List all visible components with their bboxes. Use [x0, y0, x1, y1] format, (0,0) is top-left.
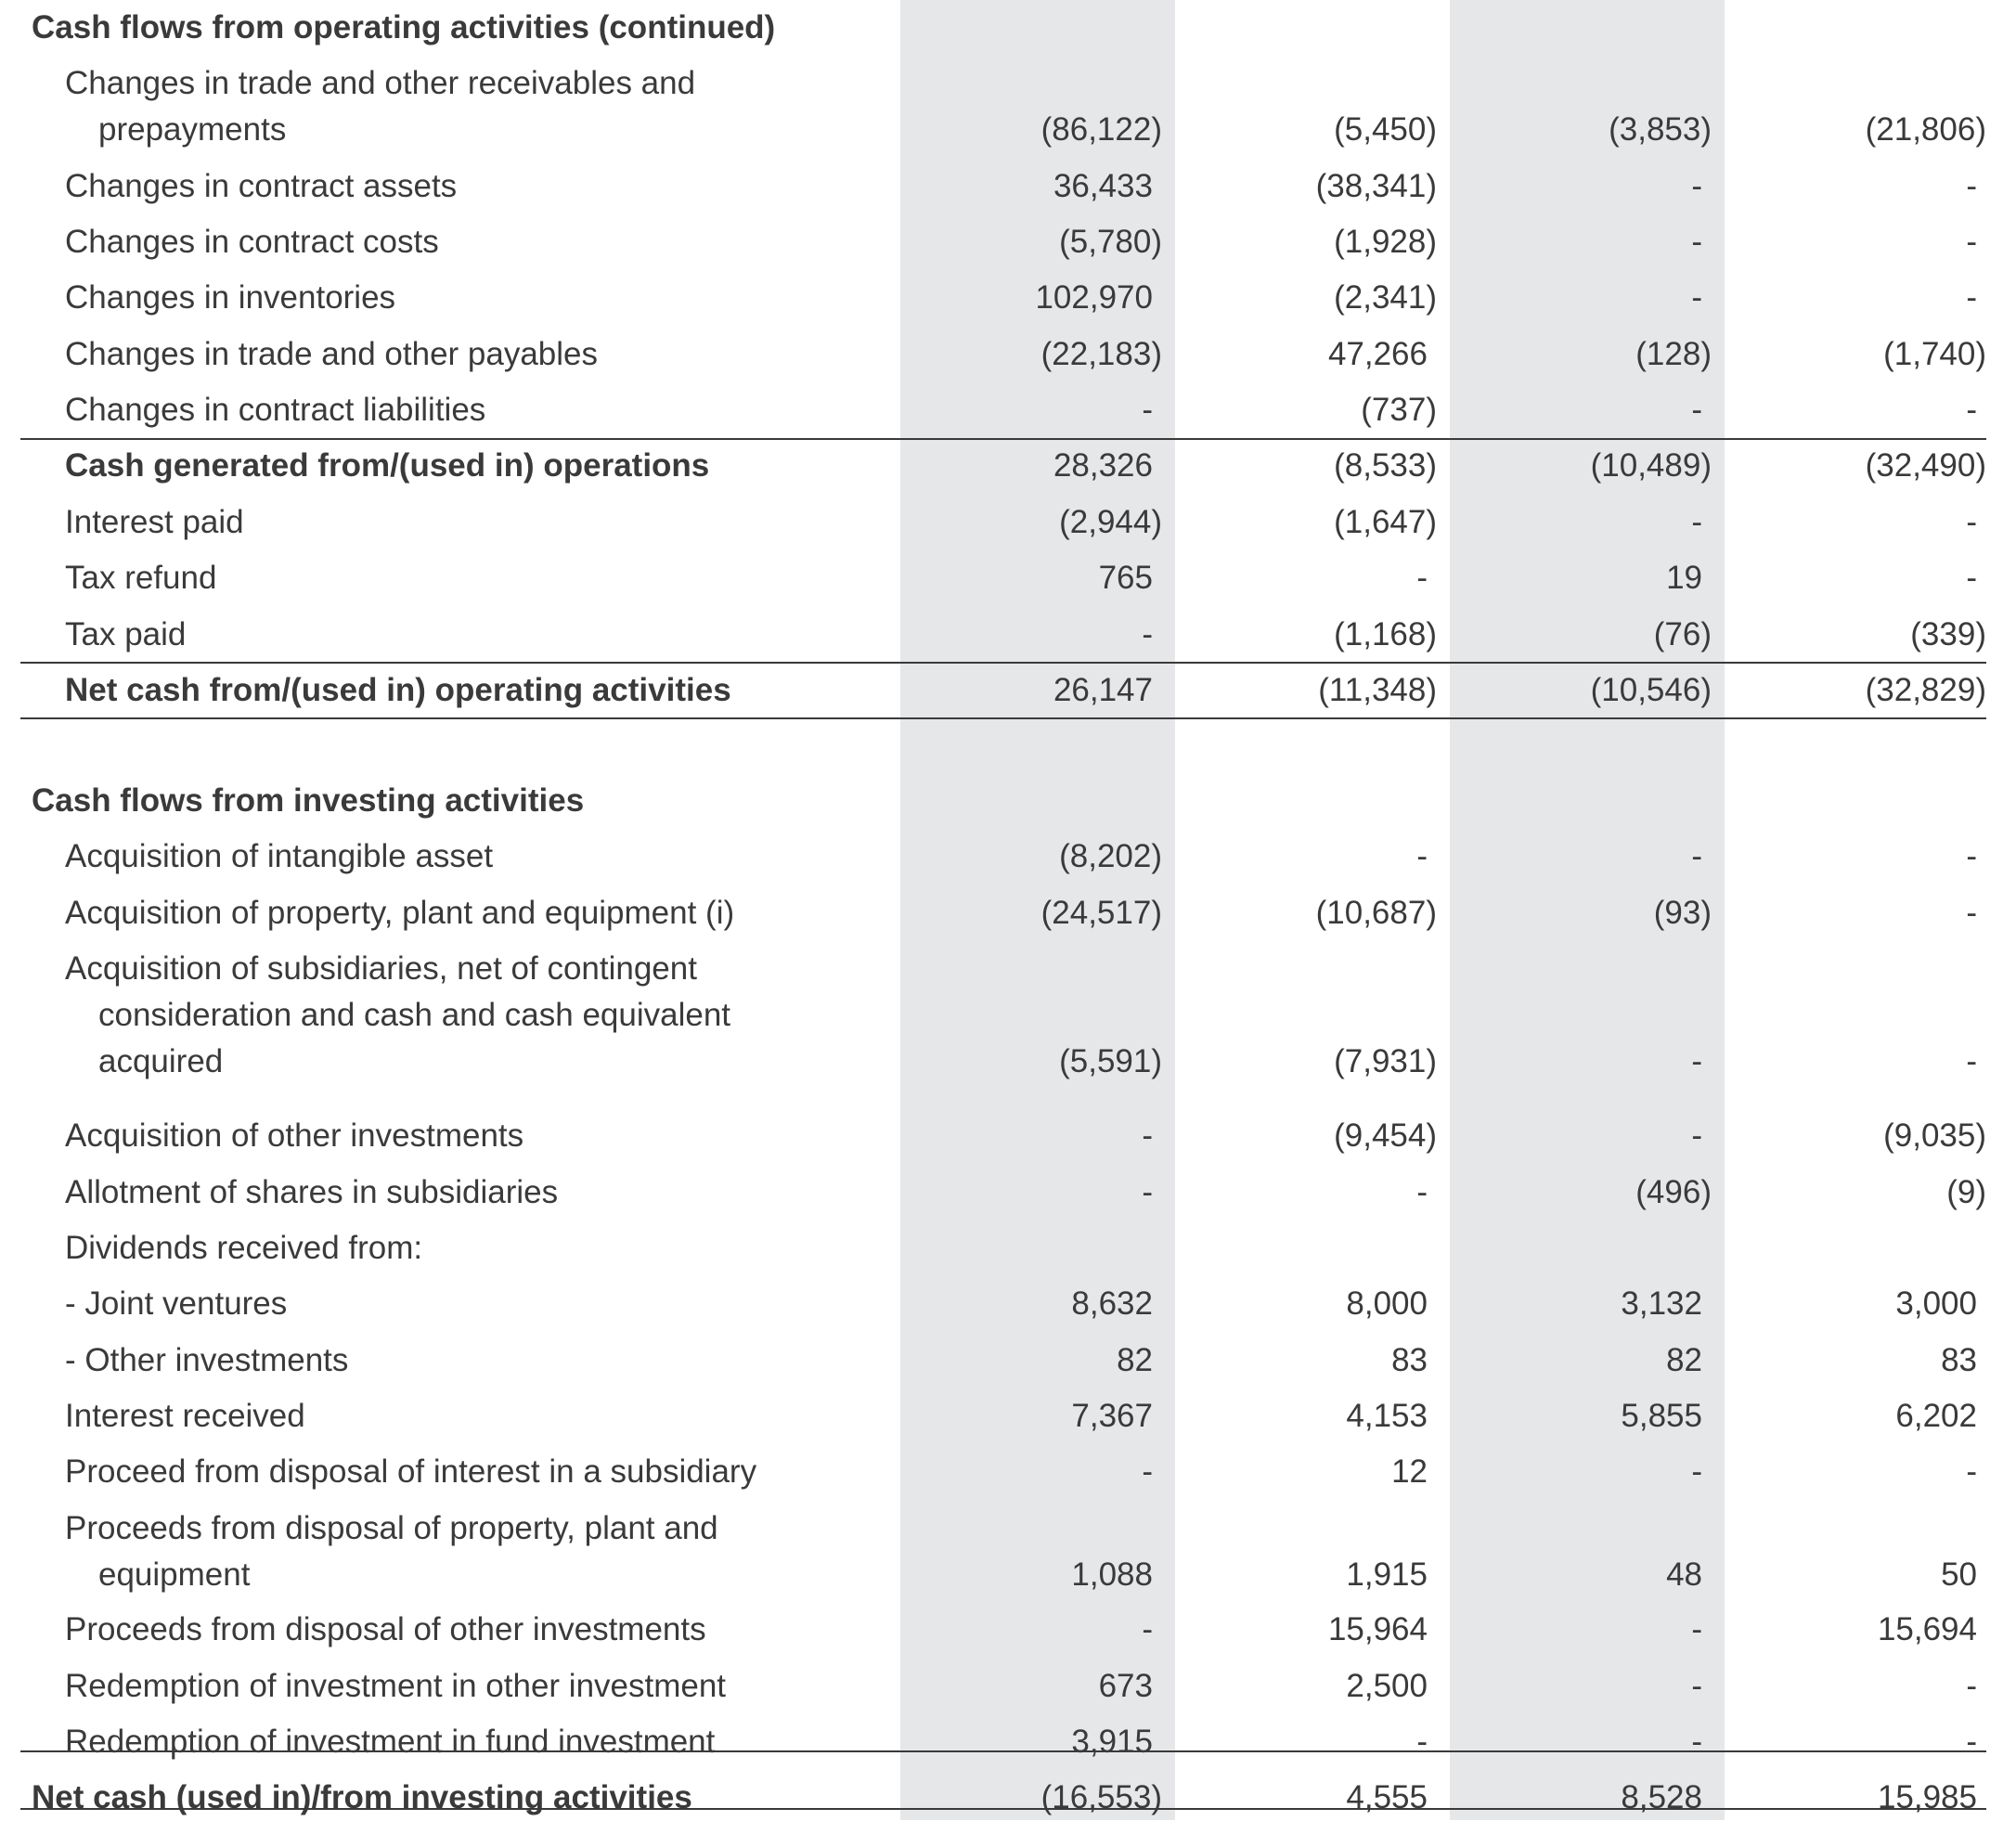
value-text: 36,433 [1053, 168, 1153, 204]
row-label [65, 1225, 422, 1272]
row-label-line: - Other investments [65, 1342, 349, 1378]
value-text: 5,855 [1621, 1398, 1702, 1434]
value-text: - [1691, 168, 1702, 204]
value-cell-col3 [1433, 219, 1712, 265]
value-text: - [1691, 1453, 1702, 1490]
value-cell-col2 [1158, 1337, 1437, 1384]
value-cell-col2 [1158, 1169, 1437, 1216]
table-row [0, 1663, 2016, 1710]
value-cell-col4 [1708, 1449, 1986, 1495]
row-label [65, 1719, 715, 1765]
row-label-line: Tax paid [65, 616, 187, 652]
value-cell-col1 [884, 163, 1162, 210]
value-cell-col1 [884, 499, 1162, 546]
value-text: - [1691, 1611, 1702, 1647]
row-label [65, 1169, 558, 1216]
row-label [65, 890, 734, 936]
value-cell-col2 [1158, 1719, 1437, 1765]
row-label-line: Changes in contract liabilities [65, 392, 486, 428]
value-cell-col1 [884, 1039, 1162, 1085]
table-row [0, 555, 2016, 601]
value-cell-col2 [1158, 833, 1437, 880]
row-label [65, 1393, 305, 1440]
table-row [0, 833, 2016, 880]
value-text: 15,985 [1877, 1779, 1977, 1815]
value-text: - [1966, 168, 1977, 204]
value-text: - [1966, 560, 1977, 596]
value-text: - [1691, 392, 1702, 428]
table-row [0, 1449, 2016, 1495]
value-cell-col2 [1158, 1607, 1437, 1653]
row-label-line: Cash generated from/(used in) operations [65, 447, 710, 484]
value-cell-col4 [1708, 1337, 1986, 1384]
value-text: (128) [1635, 336, 1712, 372]
value-cell-col3 [1433, 1113, 1712, 1159]
value-cell-col2 [1158, 499, 1437, 546]
value-cell-col3 [1433, 1663, 1712, 1710]
value-cell-col4 [1708, 219, 1986, 265]
value-text: - [1142, 1174, 1153, 1210]
value-text: (10,687) [1315, 895, 1437, 931]
value-cell-col2 [1158, 275, 1437, 321]
value-cell-col2 [1158, 219, 1437, 265]
value-cell-col1 [884, 1281, 1162, 1327]
value-cell-col2 [1158, 387, 1437, 433]
value-text: 48 [1666, 1556, 1702, 1593]
row-label-line: Redemption of investment in other investment [65, 1668, 727, 1704]
value-cell-col1 [884, 1393, 1162, 1440]
table-row [0, 1225, 2016, 1272]
value-text: 6,202 [1895, 1398, 1977, 1434]
table-row [0, 612, 2016, 658]
row-label [65, 219, 439, 265]
row-label [32, 5, 775, 51]
value-cell-col1 [884, 387, 1162, 433]
value-cell-col4 [1708, 667, 1986, 714]
value-cell-col3 [1433, 1449, 1712, 1495]
value-text: 102,970 [1035, 279, 1153, 316]
row-label-line: Interest paid [65, 504, 244, 540]
value-text: (8,533) [1334, 447, 1437, 484]
value-text: - [1966, 895, 1977, 931]
row-label [65, 443, 709, 489]
value-cell-col2 [1158, 1775, 1437, 1821]
value-text: - [1416, 560, 1428, 596]
value-text: (2,944) [1059, 504, 1162, 540]
value-cell-col2 [1158, 163, 1437, 210]
value-text: 82 [1666, 1342, 1702, 1378]
value-cell-col3 [1433, 1039, 1712, 1085]
value-text: 50 [1941, 1556, 1977, 1593]
value-text: - [1966, 1043, 1977, 1079]
value-text: - [1142, 1453, 1153, 1490]
value-cell-col4 [1708, 163, 1986, 210]
value-text: 3,915 [1071, 1724, 1153, 1760]
table-row [0, 946, 2016, 1085]
row-label [65, 60, 695, 153]
subtotal-row [0, 667, 2016, 714]
value-text: (32,829) [1865, 672, 1986, 708]
value-cell-col3 [1433, 443, 1712, 489]
value-text: (93) [1653, 895, 1712, 931]
table-row [0, 60, 2016, 153]
row-label-line: Cash flows from operating activities (continued) [32, 9, 776, 45]
value-cell-col4 [1708, 331, 1986, 378]
value-text: (38,341) [1315, 168, 1437, 204]
table-rule [20, 1750, 1986, 1752]
row-label [65, 163, 457, 210]
value-cell-col4 [1708, 387, 1986, 433]
row-label [65, 1337, 348, 1384]
value-cell-col1 [884, 667, 1162, 714]
value-cell-col2 [1158, 1663, 1437, 1710]
value-cell-col4 [1708, 1719, 1986, 1765]
value-cell-col2 [1158, 890, 1437, 936]
value-cell-col4 [1708, 1393, 1986, 1440]
row-label-line: Changes in trade and other payables [65, 336, 599, 372]
value-text: (496) [1635, 1174, 1712, 1210]
value-cell-col4 [1708, 499, 1986, 546]
value-text: - [1966, 224, 1977, 260]
row-label-line: Changes in trade and other receivables and [65, 65, 696, 101]
row-label-line: Proceed from disposal of interest in a subsidiary [65, 1453, 757, 1490]
value-text: 8,528 [1621, 1779, 1702, 1815]
table-row [0, 1113, 2016, 1159]
value-cell-col2 [1158, 1281, 1437, 1327]
value-text: 1,088 [1071, 1556, 1153, 1593]
value-text: (9,454) [1334, 1117, 1437, 1154]
row-label [65, 667, 731, 714]
value-text: 82 [1117, 1342, 1153, 1378]
value-text: 3,132 [1621, 1285, 1702, 1322]
table-row [0, 499, 2016, 546]
value-cell-col2 [1158, 612, 1437, 658]
row-label-line: Acquisition of property, plant and equipment (i) [65, 895, 735, 931]
row-label [65, 555, 216, 601]
value-text: - [1691, 224, 1702, 260]
value-text: (22,183) [1040, 336, 1162, 372]
value-cell-col1 [884, 107, 1162, 153]
row-label [32, 778, 584, 824]
value-text: 4,555 [1346, 1779, 1428, 1815]
value-cell-col3 [1433, 1607, 1712, 1653]
value-text: 1,915 [1346, 1556, 1428, 1593]
value-cell-col4 [1708, 890, 1986, 936]
table-row [0, 890, 2016, 936]
row-label [65, 612, 186, 658]
row-label [65, 1113, 523, 1159]
value-text: - [1142, 1117, 1153, 1154]
table-row [0, 1281, 2016, 1327]
row-label-line: Interest received [65, 1398, 305, 1434]
value-cell-col4 [1708, 275, 1986, 321]
row-label-line: prepayments [98, 111, 287, 148]
value-cell-col3 [1433, 1393, 1712, 1440]
value-cell-col4 [1708, 833, 1986, 880]
value-cell-col4 [1708, 1039, 1986, 1085]
row-label [65, 833, 493, 880]
table-row [0, 1505, 2016, 1598]
value-text: (3,853) [1609, 111, 1712, 148]
value-text: 8,000 [1346, 1285, 1428, 1322]
value-text: (1,740) [1883, 336, 1986, 372]
section-heading [0, 5, 2016, 51]
table-row [0, 1719, 2016, 1765]
value-cell-col2 [1158, 1449, 1437, 1495]
row-label [65, 387, 485, 433]
table-row [0, 1337, 2016, 1384]
value-text: (737) [1361, 392, 1437, 428]
row-label [65, 275, 395, 321]
value-cell-col3 [1433, 107, 1712, 153]
value-text: 26,147 [1053, 672, 1153, 708]
value-text: - [1691, 1724, 1702, 1760]
value-text: 28,326 [1053, 447, 1153, 484]
value-text: - [1691, 504, 1702, 540]
table-rule [20, 438, 1986, 440]
value-text: - [1691, 1117, 1702, 1154]
row-label-line: Net cash (used in)/from investing activities [32, 1779, 692, 1815]
value-text: (339) [1910, 616, 1986, 652]
value-cell-col1 [884, 1552, 1162, 1598]
value-text: 15,694 [1877, 1611, 1977, 1647]
value-text: 83 [1391, 1342, 1428, 1378]
value-cell-col3 [1433, 387, 1712, 433]
value-text: (2,341) [1334, 279, 1437, 316]
value-text: (10,546) [1590, 672, 1712, 708]
value-cell-col1 [884, 1719, 1162, 1765]
value-text: (1,647) [1334, 504, 1437, 540]
row-label [65, 1607, 706, 1653]
value-text: 47,266 [1327, 336, 1428, 372]
value-cell-col1 [884, 1113, 1162, 1159]
table-row [0, 1169, 2016, 1216]
value-text: - [1142, 392, 1153, 428]
row-label [65, 1281, 287, 1327]
value-text: 2,500 [1346, 1668, 1428, 1704]
value-text: - [1691, 838, 1702, 874]
value-text: - [1966, 838, 1977, 874]
row-label [65, 331, 598, 378]
value-cell-col4 [1708, 555, 1986, 601]
value-text: - [1142, 1611, 1153, 1647]
table-row [0, 1393, 2016, 1440]
value-cell-col4 [1708, 1113, 1986, 1159]
value-cell-col1 [884, 1337, 1162, 1384]
value-cell-col3 [1433, 1552, 1712, 1598]
table-row [0, 331, 2016, 378]
value-text: 3,000 [1895, 1285, 1977, 1322]
row-label-line: Acquisition of intangible asset [65, 838, 494, 874]
value-cell-col3 [1433, 275, 1712, 321]
table-row [0, 387, 2016, 433]
value-text: - [1966, 1724, 1977, 1760]
value-cell-col2 [1158, 107, 1437, 153]
value-cell-col3 [1433, 890, 1712, 936]
value-text: (9,035) [1883, 1117, 1986, 1154]
value-text: - [1691, 279, 1702, 316]
value-cell-col2 [1158, 443, 1437, 489]
value-cell-col4 [1708, 1607, 1986, 1653]
value-cell-col1 [884, 1663, 1162, 1710]
value-text: (10,489) [1590, 447, 1712, 484]
value-cell-col3 [1433, 555, 1712, 601]
total-row [0, 1775, 2016, 1821]
value-text: - [1142, 616, 1153, 652]
value-cell-col1 [884, 219, 1162, 265]
value-text: (86,122) [1040, 111, 1162, 148]
value-text: (7,931) [1334, 1043, 1437, 1079]
value-text: - [1691, 1043, 1702, 1079]
value-cell-col1 [884, 1775, 1162, 1821]
row-label-line: Tax refund [65, 560, 217, 596]
row-label [32, 1775, 692, 1821]
row-label-line: consideration and cash and cash equivalent [98, 997, 731, 1033]
value-cell-col3 [1433, 331, 1712, 378]
table-rule [20, 1808, 1986, 1810]
row-label-line: equipment [98, 1556, 251, 1593]
value-text: (32,490) [1865, 447, 1986, 484]
row-label [65, 1663, 726, 1710]
value-cell-col2 [1158, 1039, 1437, 1085]
value-cell-col2 [1158, 667, 1437, 714]
value-text: (16,553) [1040, 1779, 1162, 1815]
row-label-line: Allotment of shares in subsidiaries [65, 1174, 559, 1210]
row-label-line: acquired [98, 1043, 224, 1079]
value-text: (9) [1946, 1174, 1986, 1210]
value-cell-col1 [884, 275, 1162, 321]
value-cell-col1 [884, 331, 1162, 378]
value-cell-col4 [1708, 1169, 1986, 1216]
row-label [65, 946, 730, 1085]
value-cell-col1 [884, 890, 1162, 936]
value-cell-col3 [1433, 1281, 1712, 1327]
value-cell-col1 [884, 833, 1162, 880]
row-label-line: - Joint ventures [65, 1285, 288, 1322]
value-cell-col3 [1433, 612, 1712, 658]
value-text: (5,591) [1059, 1043, 1162, 1079]
value-text: 12 [1391, 1453, 1428, 1490]
value-cell-col4 [1708, 1281, 1986, 1327]
value-cell-col4 [1708, 1775, 1986, 1821]
row-label-line: Redemption of investment in fund investment [65, 1724, 716, 1760]
value-text: 7,367 [1071, 1398, 1153, 1434]
value-cell-col3 [1433, 833, 1712, 880]
value-cell-col1 [884, 1169, 1162, 1216]
value-cell-col2 [1158, 1552, 1437, 1598]
table-row [0, 219, 2016, 265]
table-rule [20, 662, 1986, 664]
value-cell-col3 [1433, 1337, 1712, 1384]
value-cell-col1 [884, 555, 1162, 601]
row-label-line: Proceeds from disposal of other investments [65, 1611, 706, 1647]
value-cell-col2 [1158, 1113, 1437, 1159]
value-cell-col4 [1708, 612, 1986, 658]
table-row [0, 275, 2016, 321]
value-text: 765 [1098, 560, 1153, 596]
value-cell-col4 [1708, 107, 1986, 153]
row-label-line: Cash flows from investing activities [32, 782, 585, 819]
value-text: 4,153 [1346, 1398, 1428, 1434]
value-cell-col1 [884, 443, 1162, 489]
value-text: (5,780) [1059, 224, 1162, 260]
value-text: - [1966, 1668, 1977, 1704]
table-row [0, 1607, 2016, 1653]
value-cell-col1 [884, 1607, 1162, 1653]
value-text: - [1966, 1453, 1977, 1490]
value-text: - [1416, 1174, 1428, 1210]
value-cell-col4 [1708, 1552, 1986, 1598]
row-label-line: Dividends received from: [65, 1230, 423, 1266]
value-text: - [1966, 279, 1977, 316]
value-cell-col2 [1158, 331, 1437, 378]
value-text: - [1691, 1668, 1702, 1704]
value-cell-col3 [1433, 499, 1712, 546]
value-cell-col1 [884, 1449, 1162, 1495]
value-text: (24,517) [1040, 895, 1162, 931]
value-text: (1,928) [1334, 224, 1437, 260]
value-cell-col4 [1708, 443, 1986, 489]
value-cell-col3 [1433, 1719, 1712, 1765]
row-label-line: Proceeds from disposal of property, plant and [65, 1510, 718, 1546]
value-cell-col3 [1433, 1169, 1712, 1216]
value-cell-col3 [1433, 667, 1712, 714]
value-text: (76) [1653, 616, 1712, 652]
value-cell-col3 [1433, 163, 1712, 210]
row-label [65, 1449, 756, 1495]
value-text: 15,964 [1327, 1611, 1428, 1647]
table-rule [20, 717, 1986, 719]
row-label [65, 499, 244, 546]
value-text: 19 [1666, 560, 1702, 596]
subtotal-row [0, 443, 2016, 489]
value-text: (1,168) [1334, 616, 1437, 652]
value-text: 673 [1098, 1668, 1153, 1704]
row-label-line: Acquisition of subsidiaries, net of contingent [65, 950, 697, 987]
table-row [0, 163, 2016, 210]
value-cell-col2 [1158, 555, 1437, 601]
row-label-line: Changes in contract assets [65, 168, 458, 204]
row-label-line: Acquisition of other investments [65, 1117, 524, 1154]
value-text: (5,450) [1334, 111, 1437, 148]
value-cell-col1 [884, 612, 1162, 658]
value-text: (11,348) [1318, 672, 1437, 708]
value-text: 83 [1941, 1342, 1977, 1378]
value-text: (21,806) [1865, 111, 1986, 148]
row-label [65, 1505, 718, 1598]
value-text: - [1416, 838, 1428, 874]
value-text: (8,202) [1059, 838, 1162, 874]
value-text: - [1416, 1724, 1428, 1760]
value-cell-col2 [1158, 1393, 1437, 1440]
section-heading [0, 778, 2016, 824]
value-text: - [1966, 504, 1977, 540]
row-label-line: Changes in contract costs [65, 224, 439, 260]
row-label-line: Net cash from/(used in) operating activities [65, 672, 731, 708]
value-cell-col4 [1708, 1663, 1986, 1710]
value-text: 8,632 [1071, 1285, 1153, 1322]
row-label-line: Changes in inventories [65, 279, 396, 316]
value-cell-col3 [1433, 1775, 1712, 1821]
value-text: - [1966, 392, 1977, 428]
